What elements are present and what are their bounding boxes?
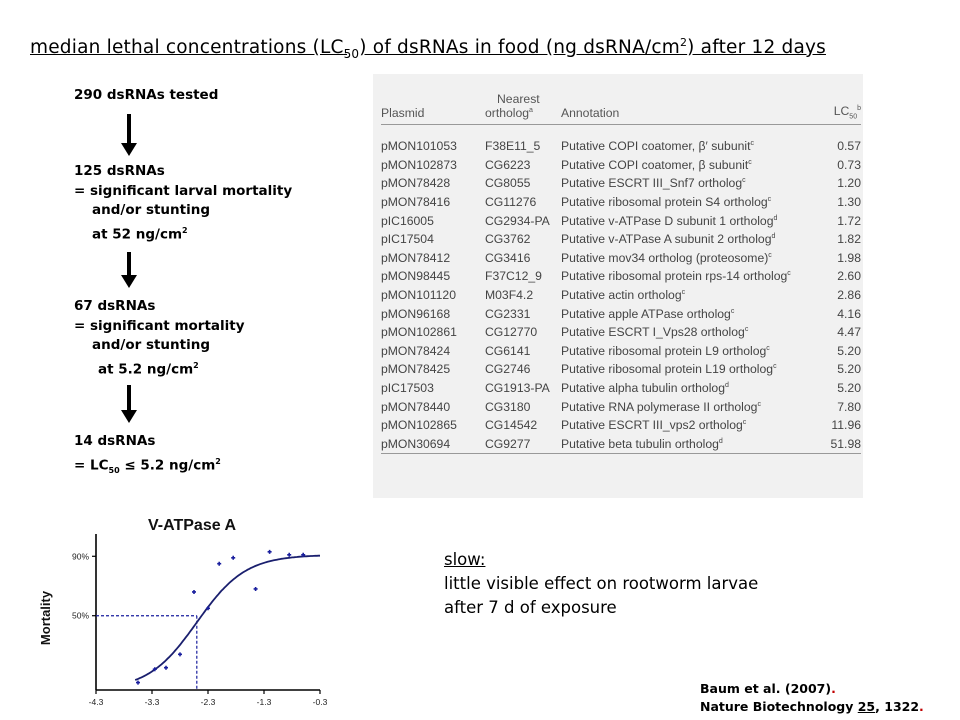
table-cell-annotation: Putative COPI coatomer, β′ subunit$^c$ [561, 139, 754, 154]
table-cell-lc50: 4.16 [837, 306, 861, 321]
table-cell-ortholog: M03F4.2 [485, 288, 534, 303]
table-cell-lc50: 5.20 [837, 343, 861, 358]
table-cell-plasmid: pMON102865 [381, 418, 457, 433]
chart-ylabel: Mortality [38, 590, 53, 646]
flow-arrow-3 [127, 385, 131, 411]
table-cell-plasmid: pMON78412 [381, 250, 451, 265]
table-cell-ortholog: CG9277 [485, 436, 531, 451]
table-cell-plasmid: pMON98445 [381, 269, 451, 284]
table-cell-ortholog: F37C12_9 [485, 269, 542, 284]
flow-step-4: 14 dsRNAs = $LC_{50} \le 5.2$ $ng/cm^2$ [74, 433, 221, 475]
slow-note: slow: little visible effect on rootworm larvae after 7 d of exposure [444, 550, 759, 617]
table-cell-lc50: 2.60 [837, 269, 861, 284]
x-tick-label: -2.3 [200, 697, 216, 707]
table-row [381, 137, 861, 156]
table-row [381, 156, 861, 175]
table-cell-annotation: Putative ribosomal protein rps-14 ortholog$^c$ [561, 269, 791, 284]
table-cell-annotation: Putative apple ATPase ortholog$^c$ [561, 306, 735, 321]
table-cell-ortholog: CG2746 [485, 362, 531, 377]
table-row [381, 323, 861, 342]
table-cell-annotation: Putative ESCRT I_Vps28 ortholog$^c$ [561, 325, 749, 340]
table-cell-plasmid: pMON78428 [381, 176, 451, 191]
data-point [136, 681, 140, 685]
flow-step-2: 125 dsRNAs = significant larval mortality and/or stunting at 52 $ng/cm^2$ [74, 163, 293, 242]
table-cell-lc50: 4.47 [837, 325, 861, 340]
table-cell-annotation: Putative actin ortholog$^c$ [561, 288, 686, 303]
table-cell-lc50: 1.72 [837, 213, 861, 228]
lc50-table-panel [373, 74, 863, 498]
table-cell-ortholog: F38E11_5 [485, 139, 541, 154]
table-row [381, 304, 861, 323]
table-cell-ortholog: CG11276 [485, 195, 537, 210]
table-cell-annotation: Putative ESCRT III_vps2 ortholog$^c$ [561, 418, 747, 433]
table-row [381, 249, 861, 268]
table-cell-plasmid: pMON30694 [381, 436, 451, 451]
table-cell-annotation: Putative v-ATPase D subunit 1 ortholog$^d$ [561, 213, 778, 228]
table-row [381, 193, 861, 212]
x-tick-label: -0.3 [312, 697, 328, 707]
table-cell-ortholog: CG3180 [485, 399, 531, 414]
flow-arrow-2 [127, 252, 131, 276]
v-atpase-chart [30, 500, 350, 715]
table-cell-plasmid: pIC17503 [381, 381, 434, 396]
table-cell-ortholog: CG2331 [485, 306, 531, 321]
table-cell-plasmid: pMON101053 [381, 139, 457, 154]
table-cell-lc50: 0.57 [837, 139, 861, 154]
table-cell-annotation: Putative alpha tubulin ortholog$^d$ [561, 381, 729, 396]
data-point [178, 652, 182, 656]
table-cell-annotation: Putative beta tubulin ortholog$^d$ [561, 436, 723, 451]
table-row [381, 267, 861, 286]
table-cell-plasmid: pMON102861 [381, 325, 457, 340]
slide-title: median lethal concentrations $(LC_{50})$ of dsRNAs in food (ng dsRNA/$cm^2$) after 12 days [30, 36, 826, 61]
table-cell-ortholog: CG3416 [485, 250, 531, 265]
table-cell-ortholog: CG2934-PA [485, 213, 550, 228]
flow-arrowhead-1 [121, 143, 137, 156]
table-cell-plasmid: pIC17504 [381, 232, 434, 247]
table-cell-ortholog: CG6141 [485, 343, 531, 358]
table-cell-lc50: 51.98 [830, 436, 861, 451]
flow-arrowhead-2 [121, 275, 137, 288]
table-cell-plasmid: pMON78440 [381, 399, 451, 414]
table-cell-ortholog: CG6223 [485, 157, 531, 172]
table-cell-plasmid: pMON96168 [381, 306, 451, 321]
data-point [254, 587, 258, 591]
table-cell-lc50: 5.20 [837, 362, 861, 377]
table-cell-annotation: Putative ribosomal protein L19 ortholog$^c$ [561, 362, 777, 377]
table-row [381, 360, 861, 379]
table-cell-lc50: 1.82 [837, 232, 861, 247]
data-point [268, 550, 272, 554]
table-cell-plasmid: pMON101120 [381, 288, 456, 303]
x-tick-label: -1.3 [256, 697, 272, 707]
data-point [164, 666, 168, 670]
header-plasmid: Plasmid [381, 106, 425, 120]
table-cell-plasmid: pMON78425 [381, 362, 451, 377]
table-cell-ortholog: CG8055 [485, 176, 531, 191]
chart-plot-area [72, 534, 328, 707]
x-tick-label: -3.3 [144, 697, 160, 707]
data-point [231, 556, 235, 560]
flow-arrow-1 [127, 114, 131, 144]
flow-step-3: 67 dsRNAs = significant mortality and/or stunting at 5.2 $ng/cm^2$ [74, 298, 245, 377]
x-tick-label: -4.3 [88, 697, 104, 707]
table-cell-ortholog: CG14542 [485, 418, 538, 433]
table-row [381, 342, 861, 361]
table-cell-annotation: Putative ribosomal protein S4 ortholog$^c$ [561, 195, 772, 210]
table-cell-annotation: Putative ESCRT III_Snf7 ortholog$^c$ [561, 176, 746, 191]
table-cell-lc50: 11.96 [831, 418, 861, 433]
table-cell-ortholog: CG12770 [485, 325, 538, 340]
flow-arrowhead-3 [121, 410, 137, 423]
citation: Baum et al. (2007). Nature Biotechnology 25, 1322. [700, 681, 924, 714]
table-cell-lc50: 7.80 [837, 399, 861, 414]
flow-step-1: 290 dsRNAs tested [74, 87, 219, 103]
data-point [287, 553, 291, 557]
table-cell-lc50: 0.73 [837, 157, 861, 172]
table-cell-plasmid: pMON78416 [381, 195, 451, 210]
table-cell-plasmid: pMON78424 [381, 343, 451, 358]
table-cell-plasmid: pMON102873 [381, 157, 457, 172]
table-row [381, 379, 861, 398]
table-cell-lc50: 1.30 [837, 195, 861, 210]
table-cell-lc50: 5.20 [837, 381, 861, 396]
header-lc50: $LC_{50}^b$ [833, 103, 861, 120]
header-annotation: Annotation [561, 106, 620, 120]
table-cell-lc50: 2.86 [837, 288, 861, 303]
data-point [217, 562, 221, 566]
table-row [381, 397, 861, 416]
table-row [381, 230, 861, 249]
table-cell-annotation: Putative mov34 ortholog (proteosome)$^c$ [561, 250, 772, 265]
table-row [381, 286, 861, 305]
table-header-row [381, 80, 861, 125]
header-nearest-ortholog: Nearest ortholog$^a$ [485, 92, 540, 120]
dose-response-curve [135, 556, 320, 680]
table-row [381, 416, 861, 435]
table-cell-annotation: Putative COPI coatomer, β subunit$^c$ [561, 157, 752, 172]
table-cell-ortholog: CG1913-PA [485, 381, 550, 396]
data-point [192, 590, 196, 594]
table-cell-plasmid: pIC16005 [381, 213, 434, 228]
y-tick-label: 90% [71, 551, 89, 562]
table-cell-lc50: 1.98 [837, 250, 861, 265]
table-cell-ortholog: CG3762 [485, 232, 531, 247]
chart-title: V-ATPase A [147, 517, 237, 534]
table-cell-annotation: Putative v-ATPase A subunit 2 ortholog$^d$ [561, 232, 776, 247]
table-cell-lc50: 1.20 [837, 176, 861, 191]
table-row [381, 435, 861, 454]
lc50-table [381, 80, 861, 454]
table-cell-annotation: Putative RNA polymerase II ortholog$^c$ [561, 399, 761, 414]
table-cell-annotation: Putative ribosomal protein L9 ortholog$^c$ [561, 343, 770, 358]
table-row [381, 211, 861, 230]
y-tick-label: 50% [71, 610, 89, 621]
table-row [381, 174, 861, 193]
table-body [381, 137, 861, 454]
